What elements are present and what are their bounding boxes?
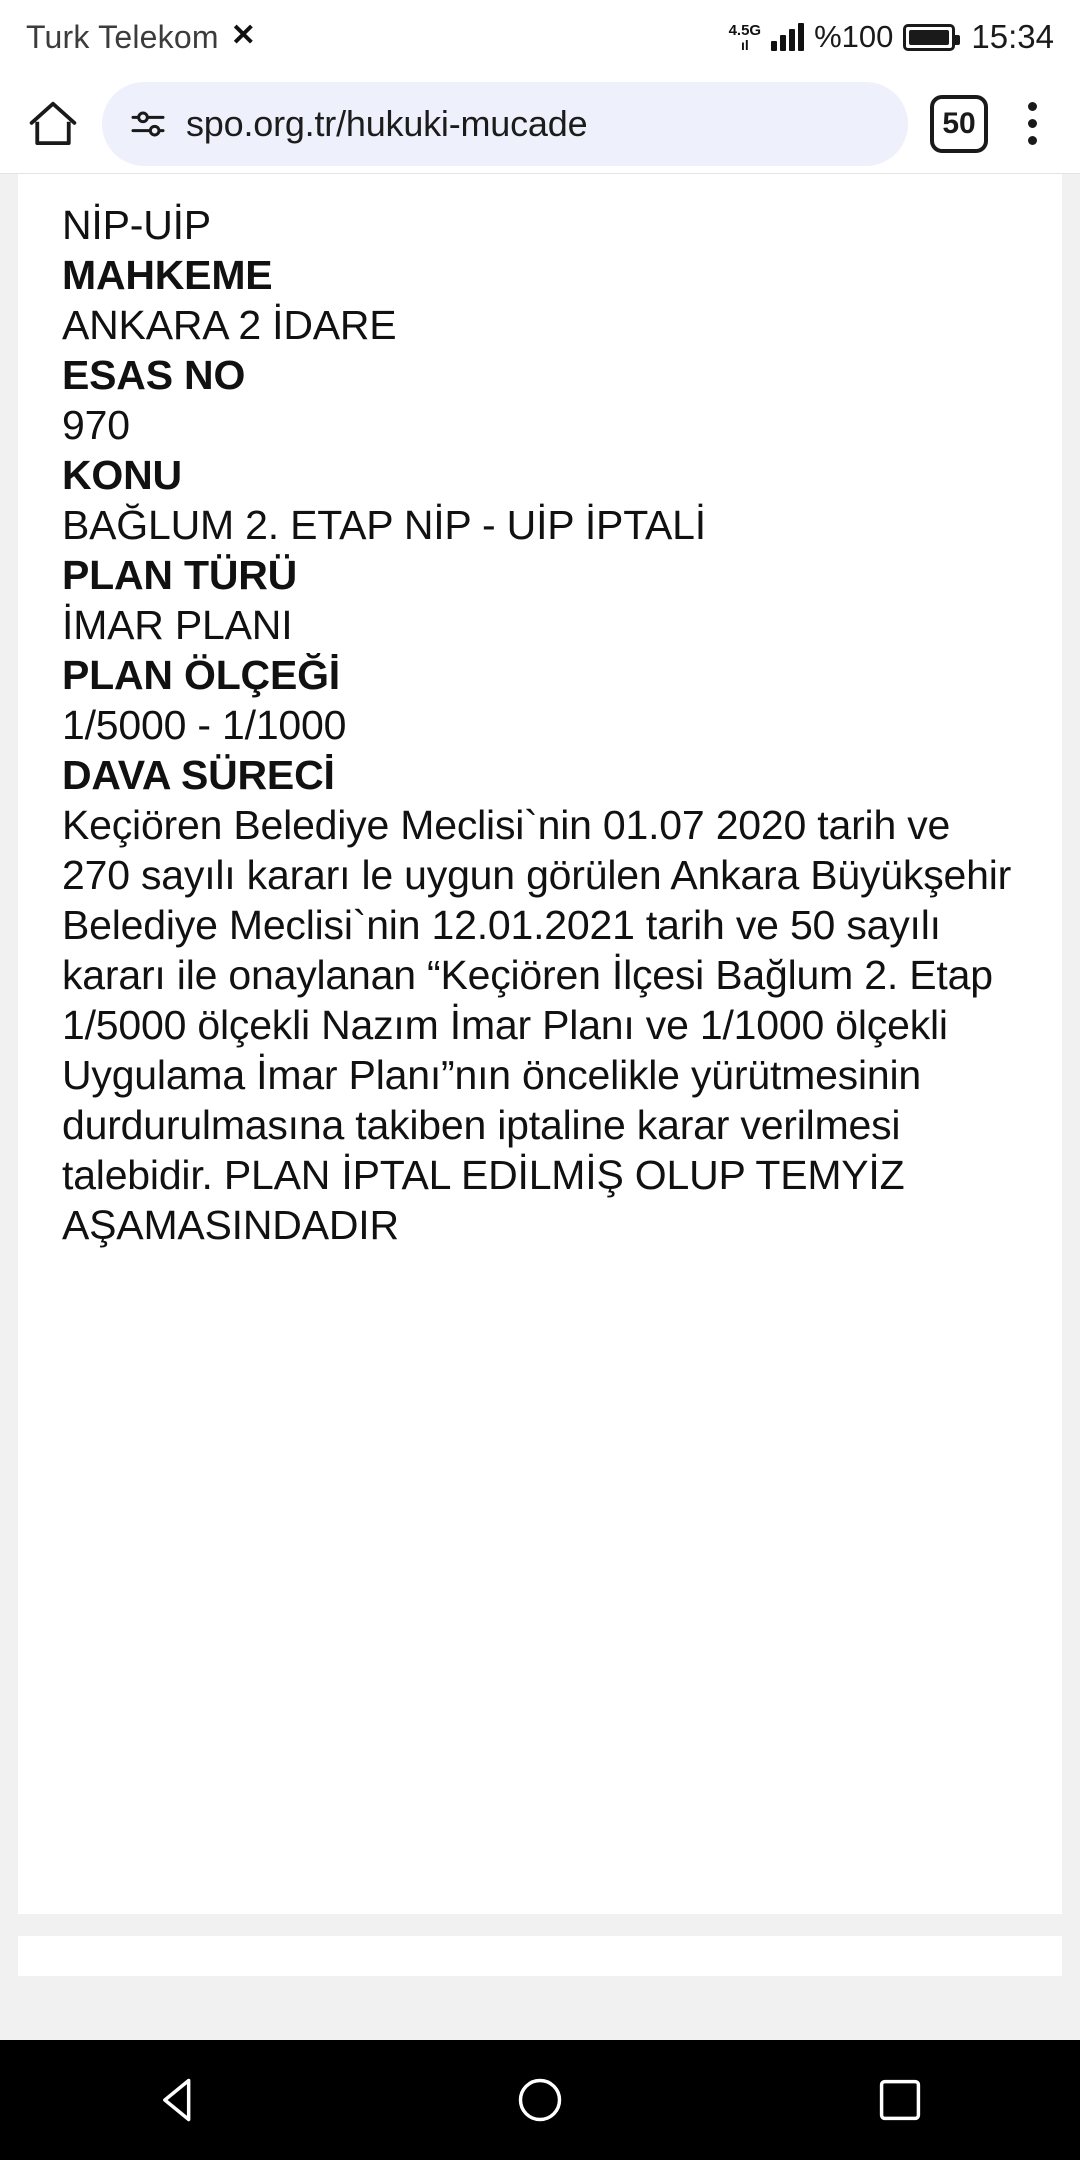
carrier-label: Turk Telekom <box>26 18 219 55</box>
field-label-plan-olcegi: PLAN ÖLÇEĞİ <box>62 652 340 699</box>
field-value-dava-sureci: Keçiören Belediye Meclisi`nin 01.07 2020 tarih ve 270 sayılı kararı le uygun görülen Ankara Büyükşehir Belediye Meclisi`nin 12.01.2021 tarih ve 50 sayılı kararı ile onaylanan “Keçiören İlçesi Bağlum 2. Etap 1/5000 ölçekli Nazım İmar Planı ve 1/1000 ölçekli Uygulama İmar Planı”nın öncelikle yürütmesinin durdurulmasına takiben iptaline karar verilmesi talebidir. PLAN İPTAL EDİLMİŞ OLUP TEMYİZ AŞAMASINDADIR <box>62 802 1012 1249</box>
status-icons <box>729 18 1054 56</box>
nav-recents-button[interactable] <box>840 2074 960 2126</box>
site-permissions-icon[interactable] <box>128 104 168 144</box>
tab-count-label: 50 <box>942 106 976 140</box>
case-detail-card <box>18 174 1062 1914</box>
clock-label: 15:34 <box>971 18 1054 55</box>
back-triangle-icon <box>154 2074 206 2126</box>
status-bar <box>0 0 1080 74</box>
url-text: spo.org.tr/hukuki-mucade <box>186 102 588 144</box>
field-label-mahkeme: MAHKEME <box>62 252 273 299</box>
home-circle-icon <box>514 2074 566 2126</box>
signal-bars-icon <box>771 23 804 51</box>
android-navigation-bar <box>0 2040 1080 2160</box>
carrier-area <box>26 19 256 56</box>
nav-back-button[interactable] <box>120 2074 240 2126</box>
field-label-esas-no: ESAS NO <box>62 352 246 399</box>
nav-home-button[interactable] <box>480 2074 600 2126</box>
web-content[interactable] <box>0 174 1080 2040</box>
field-value-esas-no: 970 <box>62 402 130 449</box>
field-label-dava-sureci: DAVA SÜRECİ <box>62 752 335 799</box>
field-value-konu: BAĞLUM 2. ETAP NİP - UİP İPTALİ <box>62 502 706 549</box>
recents-square-icon <box>874 2074 926 2126</box>
overflow-menu-icon[interactable] <box>1010 102 1054 145</box>
field-value-plan-turu: İMAR PLANI <box>62 602 293 649</box>
battery-icon <box>903 24 955 51</box>
partial-top-value: NİP-UİP <box>62 202 211 248</box>
network-type-icon: 4.5G ıl <box>728 21 762 53</box>
browser-toolbar <box>0 74 1080 174</box>
home-icon[interactable] <box>26 97 80 151</box>
carrier-x-icon: ✕ <box>230 19 257 52</box>
field-value-plan-olcegi: 1/5000 - 1/1000 <box>62 702 347 749</box>
next-card-partial <box>18 1936 1062 1976</box>
field-label-konu: KONU <box>62 452 182 499</box>
address-bar[interactable] <box>102 82 908 166</box>
field-label-plan-turu: PLAN TÜRÜ <box>62 552 298 599</box>
field-value-mahkeme: ANKARA 2 İDARE <box>62 302 397 349</box>
tab-switcher-button[interactable] <box>930 95 988 153</box>
battery-percent-label: %100 <box>814 19 894 54</box>
